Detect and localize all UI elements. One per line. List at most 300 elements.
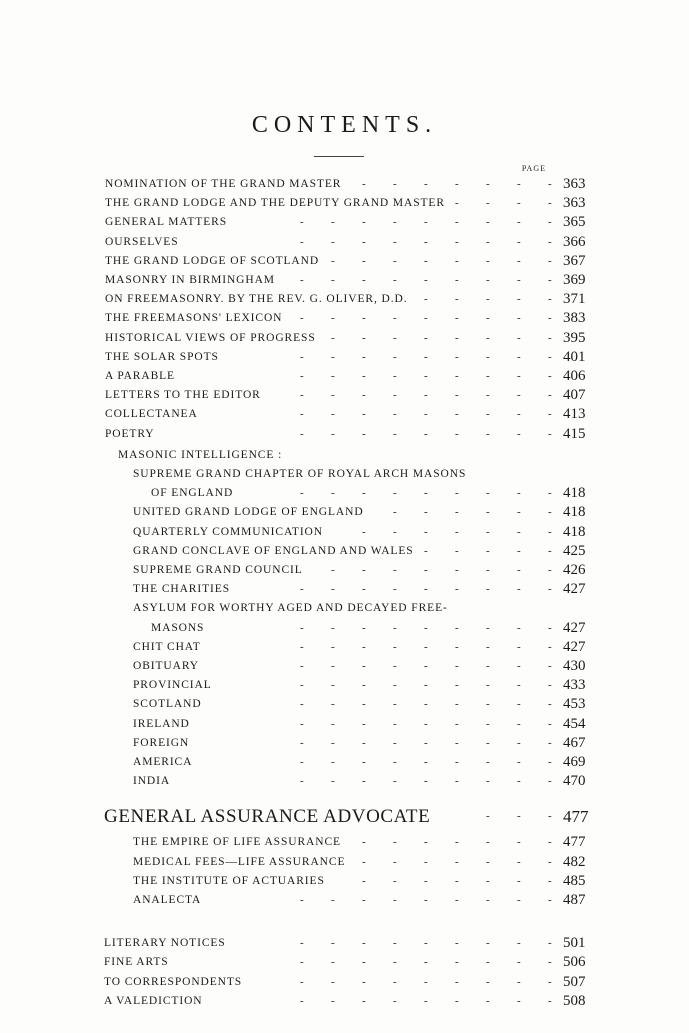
page-number: 467: [563, 734, 586, 751]
page-number: 506: [563, 954, 586, 971]
leader-dash: -: [331, 312, 335, 325]
entry-title: MASONRY IN BIRMINGHAM: [105, 274, 275, 286]
leader-dash: -: [548, 756, 552, 768]
leader-dash: -: [517, 564, 521, 576]
entry-title: MEDICAL FEES—LIFE ASSURANCE: [133, 855, 346, 868]
leader-dash: -: [300, 370, 304, 382]
leader-dash: -: [517, 544, 521, 557]
toc-entry: [133, 523, 640, 542]
leader-dash: -: [486, 621, 490, 634]
toc-entry: [133, 503, 640, 522]
page-column-header: PAGE: [521, 164, 546, 173]
toc-entry: [105, 329, 640, 348]
page-number: 454: [563, 715, 586, 732]
toc-entry: [133, 772, 640, 791]
entry-title: GENERAL MATTERS: [105, 216, 228, 229]
toc-entry: [105, 290, 640, 309]
leader-dash: -: [486, 408, 490, 421]
title-rule: [314, 156, 364, 157]
leader-dash: -: [331, 408, 335, 421]
leader-dash: -: [393, 775, 397, 788]
leader-dash: -: [393, 350, 397, 363]
leader-dash: -: [393, 178, 397, 190]
section-heading-text: MASONIC INTELLIGENCE :: [118, 448, 283, 461]
leader-dash: -: [424, 254, 428, 267]
leader-dash: -: [424, 698, 428, 711]
leader-dash: -: [486, 874, 490, 887]
leader-dash: -: [362, 994, 366, 1007]
leader-dash: -: [517, 975, 521, 988]
leader-dash: -: [331, 216, 335, 229]
leader-dash: -: [362, 855, 366, 868]
leader-dash: -: [331, 331, 335, 344]
toc-entry: [151, 484, 640, 503]
leader-dash: -: [517, 894, 521, 906]
page-number: 487: [563, 892, 586, 908]
leader-dash: -: [362, 894, 366, 906]
page-number: 427: [563, 581, 586, 598]
entry-title: SCOTLAND: [133, 698, 202, 711]
leader-dash: -: [455, 640, 459, 653]
leader-dash: -: [362, 235, 366, 248]
leader-dash: -: [393, 956, 397, 969]
leader-dash: -: [548, 583, 552, 596]
leader-dash: -: [455, 408, 459, 421]
leader-dash: -: [424, 274, 428, 286]
leader-dash: -: [455, 679, 459, 692]
leader-dash: -: [393, 408, 397, 421]
leader-dash: -: [424, 756, 428, 768]
leader-dash: -: [331, 975, 335, 988]
leader-dash: -: [393, 975, 397, 988]
leader-dash: -: [517, 679, 521, 692]
leader-dash: -: [486, 810, 490, 823]
leader-dash: -: [486, 235, 490, 248]
toc-entry: [105, 175, 640, 194]
leader-dash: -: [517, 427, 521, 440]
leader-dash: -: [300, 956, 304, 969]
leader-dash: -: [362, 178, 366, 190]
leader-dash: -: [331, 717, 335, 730]
entry-title: NOMINATION OF THE GRAND MASTER: [105, 178, 342, 190]
page-number: 418: [563, 523, 586, 540]
leader-dash: -: [331, 894, 335, 906]
page-number: 383: [563, 310, 586, 327]
toc-entry: [105, 348, 640, 367]
page-number: 418: [563, 504, 586, 521]
leader-dash: -: [486, 855, 490, 868]
leader-dash: -: [548, 254, 552, 267]
entry-title: THE EMPIRE OF LIFE ASSURANCE: [133, 836, 341, 849]
entry-title: THE INSTITUTE OF ACTUARIES: [133, 874, 325, 887]
leader-dash: -: [548, 698, 552, 711]
leader-dash: -: [331, 621, 335, 634]
leader-dash: -: [517, 937, 521, 950]
leader-dash: -: [548, 937, 552, 950]
leader-dash: -: [300, 427, 304, 440]
leader-dash: -: [455, 836, 459, 849]
entry-title: OF ENGLAND: [151, 487, 234, 500]
entry-title: THE CHARITIES: [133, 583, 230, 596]
leader-dash: -: [393, 660, 397, 672]
leader-dash: -: [455, 525, 459, 538]
leader-dash: -: [362, 717, 366, 730]
page-number: 430: [563, 658, 586, 674]
leader-dash: -: [362, 583, 366, 596]
leader-dash: -: [393, 717, 397, 730]
leader-dash: -: [424, 894, 428, 906]
leader-dash: -: [362, 350, 366, 363]
page-number: 477: [563, 807, 589, 827]
leader-dash: -: [517, 487, 521, 500]
leader-dash: -: [362, 370, 366, 382]
leader-dash: -: [486, 389, 490, 402]
leader-dash: -: [393, 736, 397, 749]
leader-dash: -: [517, 197, 521, 210]
entry-title: IRELAND: [133, 717, 190, 730]
leader-dash: -: [455, 775, 459, 788]
leader-dash: -: [548, 855, 552, 868]
leader-dash: -: [300, 679, 304, 692]
leader-dash: -: [331, 583, 335, 596]
leader-dash: -: [300, 775, 304, 788]
leader-dash: -: [517, 178, 521, 190]
entry-title: ASYLUM FOR WORTHY AGED AND DECAYED FREE-: [133, 602, 448, 615]
toc-entry: [133, 599, 640, 618]
leader-dash: -: [362, 564, 366, 576]
leader-dash: -: [300, 698, 304, 711]
leader-dash: -: [362, 874, 366, 887]
leader-dash: -: [486, 775, 490, 788]
toc-entry: [133, 695, 640, 714]
leader-dash: -: [331, 274, 335, 286]
leader-dash: -: [517, 216, 521, 229]
leader-dash: -: [548, 331, 552, 344]
leader-dash: -: [548, 621, 552, 634]
leader-dash: -: [486, 178, 490, 190]
leader-dash: -: [362, 679, 366, 692]
leader-dash: -: [331, 235, 335, 248]
leader-dash: -: [486, 937, 490, 950]
leader-dash: -: [548, 717, 552, 730]
leader-dash: -: [300, 389, 304, 402]
leader-dash: -: [331, 937, 335, 950]
toc-entry: [105, 271, 640, 290]
leader-dash: -: [300, 216, 304, 229]
leader-dash: -: [331, 679, 335, 692]
entry-title: INDIA: [133, 775, 171, 788]
leader-dash: -: [424, 583, 428, 596]
leader-dash: -: [517, 640, 521, 653]
leader-dash: -: [486, 660, 490, 672]
entry-title: LITERARY NOTICES: [104, 937, 226, 950]
leader-dash: -: [548, 810, 552, 823]
leader-dash: -: [548, 956, 552, 969]
leader-dash: -: [300, 736, 304, 749]
leader-dash: -: [455, 544, 459, 557]
leader-dash: -: [517, 756, 521, 768]
entry-title: LETTERS TO THE EDITOR: [105, 389, 261, 402]
toc-entry: [133, 891, 640, 910]
leader-dash: -: [393, 389, 397, 402]
toc-entry: [151, 619, 640, 638]
leader-dash: -: [517, 525, 521, 538]
leader-dash: -: [362, 937, 366, 950]
leader-dash: -: [548, 679, 552, 692]
leader-dash: -: [424, 178, 428, 190]
toc-entry: [105, 213, 640, 232]
leader-dash: -: [424, 640, 428, 653]
leader-dash: -: [424, 389, 428, 402]
leader-dash: -: [393, 274, 397, 286]
entry-title: ON FREEMASONRY. BY THE REV. G. OLIVER, D.D.: [105, 293, 408, 306]
leader-dash: -: [455, 178, 459, 190]
leader-dash: -: [393, 487, 397, 500]
leader-dash: -: [393, 698, 397, 711]
leader-dash: -: [424, 312, 428, 325]
leader-dash: -: [486, 956, 490, 969]
toc-entry: [133, 753, 640, 772]
leader-dash: -: [300, 994, 304, 1007]
leader-dash: -: [517, 370, 521, 382]
leader-dash: -: [362, 836, 366, 849]
leader-dash: -: [300, 408, 304, 421]
leader-dash: -: [455, 506, 459, 519]
leader-dash: -: [424, 350, 428, 363]
leader-dash: -: [548, 197, 552, 210]
entry-title: ANALECTA: [133, 894, 202, 906]
leader-dash: -: [455, 564, 459, 576]
leader-dash: -: [455, 583, 459, 596]
leader-dash: -: [548, 836, 552, 849]
section-heading-assurance: [104, 807, 640, 826]
leader-dash: -: [393, 640, 397, 653]
leader-dash: -: [424, 370, 428, 382]
leader-dash: -: [393, 583, 397, 596]
leader-dash: -: [331, 994, 335, 1007]
leader-dash: -: [548, 894, 552, 906]
page-number: 482: [563, 853, 586, 870]
leader-dash: -: [548, 487, 552, 500]
leader-dash: -: [548, 640, 552, 653]
page-number: 363: [563, 176, 586, 192]
leader-dash: -: [455, 350, 459, 363]
toc-entry: [105, 386, 640, 405]
entry-title: COLLECTANEA: [105, 408, 198, 421]
leader-dash: -: [424, 235, 428, 248]
leader-dash: -: [331, 736, 335, 749]
leader-dash: -: [486, 564, 490, 576]
entry-title: A PARABLE: [105, 370, 175, 382]
page-title: CONTENTS.: [251, 112, 438, 138]
leader-dash: -: [424, 679, 428, 692]
leader-dash: -: [548, 178, 552, 190]
leader-dash: -: [424, 216, 428, 229]
leader-dash: -: [393, 836, 397, 849]
leader-dash: -: [393, 855, 397, 868]
leader-dash: -: [517, 621, 521, 634]
leader-dash: -: [362, 331, 366, 344]
leader-dash: -: [455, 975, 459, 988]
leader-dash: -: [300, 274, 304, 286]
entry-title: AMERICA: [133, 756, 193, 768]
leader-dash: -: [393, 621, 397, 634]
toc-entry: [133, 465, 640, 484]
leader-dash: -: [455, 254, 459, 267]
leader-dash: -: [455, 312, 459, 325]
leader-dash: -: [393, 894, 397, 906]
leader-dash: -: [486, 894, 490, 906]
leader-dash: -: [455, 717, 459, 730]
entry-title: A VALEDICTION: [104, 994, 203, 1007]
leader-dash: -: [517, 274, 521, 286]
page-number: 363: [563, 195, 586, 212]
entry-title: HISTORICAL VIEWS OF PROGRESS: [105, 331, 316, 344]
leader-dash: -: [548, 775, 552, 788]
leader-dash: -: [393, 506, 397, 519]
leader-dash: -: [517, 836, 521, 849]
leader-dash: -: [455, 487, 459, 500]
leader-dash: -: [362, 698, 366, 711]
leader-dash: -: [455, 331, 459, 344]
leader-dash: -: [362, 389, 366, 402]
leader-dash: -: [455, 698, 459, 711]
leader-dash: -: [486, 756, 490, 768]
toc-entry: [105, 405, 640, 424]
leader-dash: -: [331, 350, 335, 363]
entry-title: THE GRAND LODGE OF SCOTLAND: [105, 254, 320, 267]
leader-dash: -: [455, 427, 459, 440]
leader-dash: -: [455, 874, 459, 887]
entry-title: POETRY: [105, 427, 155, 440]
leader-dash: -: [455, 855, 459, 868]
entry-title: FOREIGN: [133, 736, 190, 749]
toc-entry: [133, 853, 640, 872]
page-number: 369: [563, 272, 586, 288]
toc-entry: [133, 833, 640, 852]
leader-dash: -: [548, 544, 552, 557]
leader-dash: -: [486, 254, 490, 267]
entry-title: SUPREME GRAND COUNCIL: [133, 564, 303, 576]
page-number: 453: [563, 696, 586, 713]
leader-dash: -: [548, 994, 552, 1007]
leader-dash: -: [455, 660, 459, 672]
leader-dash: -: [424, 660, 428, 672]
leader-dash: -: [362, 312, 366, 325]
toc-entry: [104, 953, 640, 972]
leader-dash: -: [393, 370, 397, 382]
leader-dash: -: [393, 254, 397, 267]
leader-dash: -: [362, 525, 366, 538]
entry-title: GRAND CONCLAVE OF ENGLAND AND WALES: [133, 544, 414, 557]
leader-dash: -: [548, 312, 552, 325]
leader-dash: -: [362, 956, 366, 969]
leader-dash: -: [517, 810, 521, 823]
leader-dash: -: [486, 698, 490, 711]
leader-dash: -: [455, 293, 459, 306]
entry-title: SUPREME GRAND CHAPTER OF ROYAL ARCH MASONS: [133, 468, 467, 480]
leader-dash: -: [300, 640, 304, 653]
leader-dash: -: [517, 293, 521, 306]
entry-title: CHIT CHAT: [133, 640, 201, 653]
entry-title: THE GRAND LODGE AND THE DEPUTY GRAND MASTER: [105, 197, 445, 210]
leader-dash: -: [331, 427, 335, 440]
page-number: 433: [563, 677, 586, 694]
leader-dash: -: [424, 775, 428, 788]
leader-dash: -: [486, 525, 490, 538]
toc-entry: [104, 973, 640, 992]
leader-dash: -: [455, 621, 459, 634]
leader-dash: -: [486, 370, 490, 382]
toc-entry: [133, 715, 640, 734]
toc-entry: [133, 542, 640, 561]
page-number: 395: [563, 329, 586, 346]
page-number: 427: [563, 619, 586, 636]
page-number: 501: [563, 935, 586, 952]
leader-dash: -: [362, 254, 366, 267]
leader-dash: -: [424, 937, 428, 950]
page-number: 469: [563, 754, 586, 770]
leader-dash: -: [517, 408, 521, 421]
toc-entry: [105, 233, 640, 252]
leader-dash: -: [331, 254, 335, 267]
leader-dash: -: [486, 975, 490, 988]
entry-title: THE FREEMASONS' LEXICON: [105, 312, 283, 325]
page-number: 365: [563, 214, 586, 231]
leader-dash: -: [517, 660, 521, 672]
page-number: 426: [563, 562, 586, 578]
page-number: 477: [563, 834, 586, 851]
toc-entry: [133, 638, 640, 657]
entry-title: THE SOLAR SPOTS: [105, 350, 219, 363]
leader-dash: -: [548, 736, 552, 749]
leader-dash: -: [548, 293, 552, 306]
leader-dash: -: [362, 640, 366, 653]
leader-dash: -: [362, 736, 366, 749]
leader-dash: -: [424, 994, 428, 1007]
leader-dash: -: [455, 994, 459, 1007]
leader-dash: -: [455, 389, 459, 402]
leader-dash: -: [548, 235, 552, 248]
leader-dash: -: [393, 235, 397, 248]
leader-dash: -: [517, 331, 521, 344]
leader-dash: -: [393, 994, 397, 1007]
leader-dash: -: [517, 717, 521, 730]
leader-dash: -: [331, 564, 335, 576]
leader-dash: -: [548, 389, 552, 402]
leader-dash: -: [548, 660, 552, 672]
leader-dash: -: [517, 874, 521, 887]
leader-dash: -: [424, 427, 428, 440]
leader-dash: -: [548, 216, 552, 229]
leader-dash: -: [424, 293, 428, 306]
leader-dash: -: [362, 975, 366, 988]
toc-entry: [133, 561, 640, 580]
leader-dash: -: [486, 216, 490, 229]
leader-dash: -: [331, 698, 335, 711]
page-number: 507: [563, 973, 586, 990]
leader-dash: -: [486, 717, 490, 730]
leader-dash: -: [424, 506, 428, 519]
leader-dash: -: [393, 312, 397, 325]
leader-dash: -: [362, 427, 366, 440]
leader-dash: -: [548, 274, 552, 286]
leader-dash: -: [424, 487, 428, 500]
leader-dash: -: [362, 487, 366, 500]
toc-entry: [105, 194, 640, 213]
entry-title: OBITUARY: [133, 660, 199, 672]
toc-entry: [104, 934, 640, 953]
